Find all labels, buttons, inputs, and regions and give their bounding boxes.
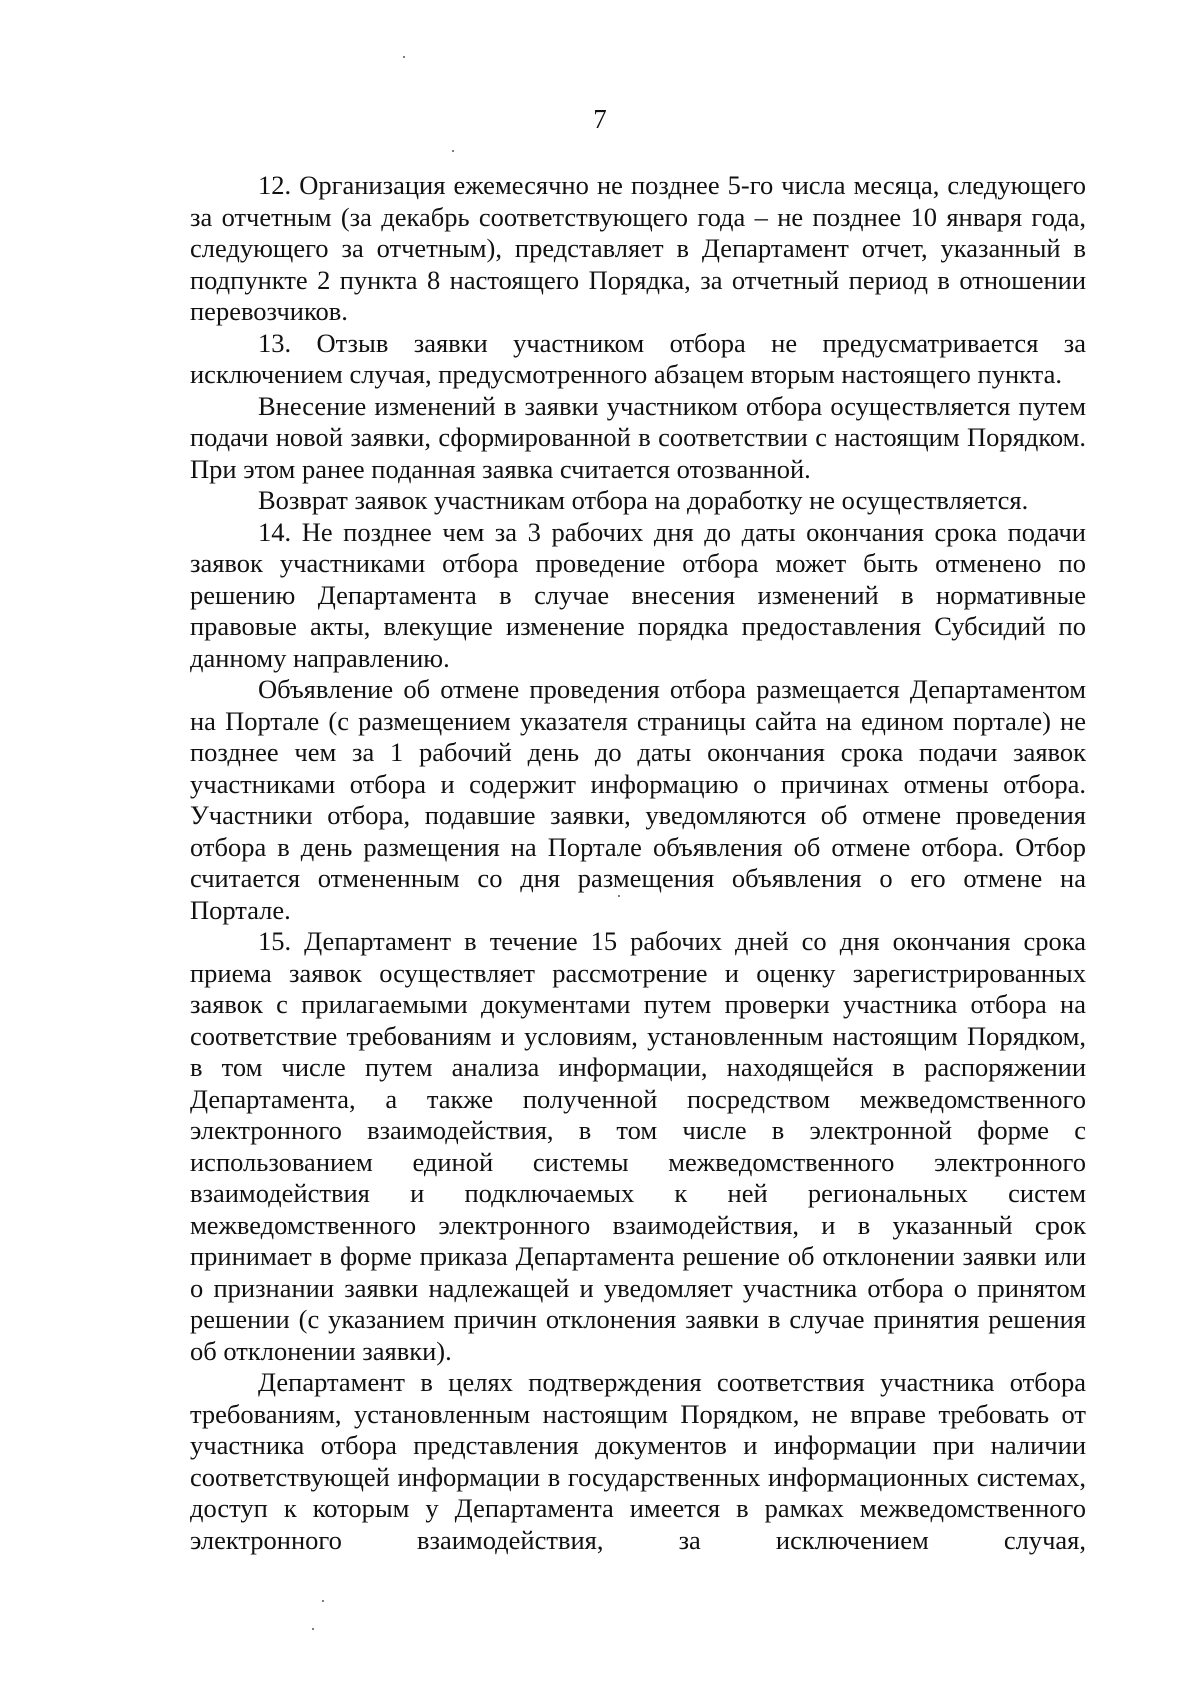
paragraph-13-changes: Внесение изменений в заявки участником отбора осуществляется путем подачи новой заявки, сформированной в соответствии с настоящим Порядком. При этом ранее поданная заявка считается отозванной.	[190, 390, 1086, 484]
paragraph-14-cancellation: Объявление об отмене проведения отбора размещается Департаментом на Портале (с размещением указателя страницы сайта на едином портале) не позднее чем за 1 рабочий день до даты окончания срока подачи заявок участниками отбора и содержит информацию о причинах отмены отбора. Участники отбора, подавшие заявки, уведомляются об отмене проведения отбора в день размещения на Портале объявления об отмене отбора. Отбор считается отмененным со дня размещения объявления о его отмене на Портале.	[190, 674, 1086, 925]
scan-speck	[403, 56, 405, 58]
scan-speck	[322, 1600, 324, 1602]
page-number: 7	[593, 104, 607, 134]
scan-speck	[312, 1628, 314, 1630]
paragraph-12: 12. Организация ежемесячно не позднее 5-го числа месяца, следующего за отчетным (за декабрь соответствующего года – не позднее 10 января года, следующего за отчетным), представляет в Департамент отчет, указанный в подпункте 2 пункта 8 настоящего Порядка, за отчетный период в отношении перевозчиков.	[190, 170, 1086, 326]
document-body	[190, 170, 1086, 1556]
scan-speck	[452, 150, 454, 152]
paragraph-15: 15. Департамент в течение 15 рабочих дней со дня окончания срока приема заявок осуществляет рассмотрение и оценку зарегистрированных заявок с прилагаемыми документами путем проверки участника отбора на соответствие требованиям и условиям, установленным настоящим Порядком, в том числе путем анализа информации, находящейся в распоряжении Департамента, а также полученной посредством межведомственного электронного взаимодействия, в том числе в электронной форме с использованием единой системы межведомственного электронного взаимодействия и подключаемых к ней региональных систем межведомственного электронного взаимодействия, и в указанный срок принимает в форме приказа Департамента решение об отклонении заявки или о признании заявки надлежащей и уведомляет участника отбора о принятом решении (с указанием причин отклонения заявки в случае принятия решения об отклонении заявки).	[190, 926, 1086, 1366]
paragraph-13: 13. Отзыв заявки участником отбора не предусматривается за исключением случая, предусмотренного абзацем вторым настоящего пункта.	[190, 327, 1086, 389]
paragraph-13-return: Возврат заявок участникам отбора на доработку не осуществляется.	[258, 485, 1029, 515]
paragraph-14: 14. Не позднее чем за 3 рабочих дня до даты окончания срока подачи заявок участниками отбора проведение отбора может быть отменено по решению Департамента в случае внесения изменений в нормативные правовые акты, влекущие изменение порядка предоставления Субсидий по данному направлению.	[190, 516, 1086, 673]
paragraph-15-verification: Департамент в целях подтверждения соответствия участника отбора требованиям, установленным настоящим Порядком, не вправе требовать от участника отбора представления документов и информации при наличии соответствующей информации в государственных информационных системах, доступ к которым у Департамента имеется в рамках межведомственного электронного взаимодействия, за исключением случая,	[190, 1367, 1086, 1555]
